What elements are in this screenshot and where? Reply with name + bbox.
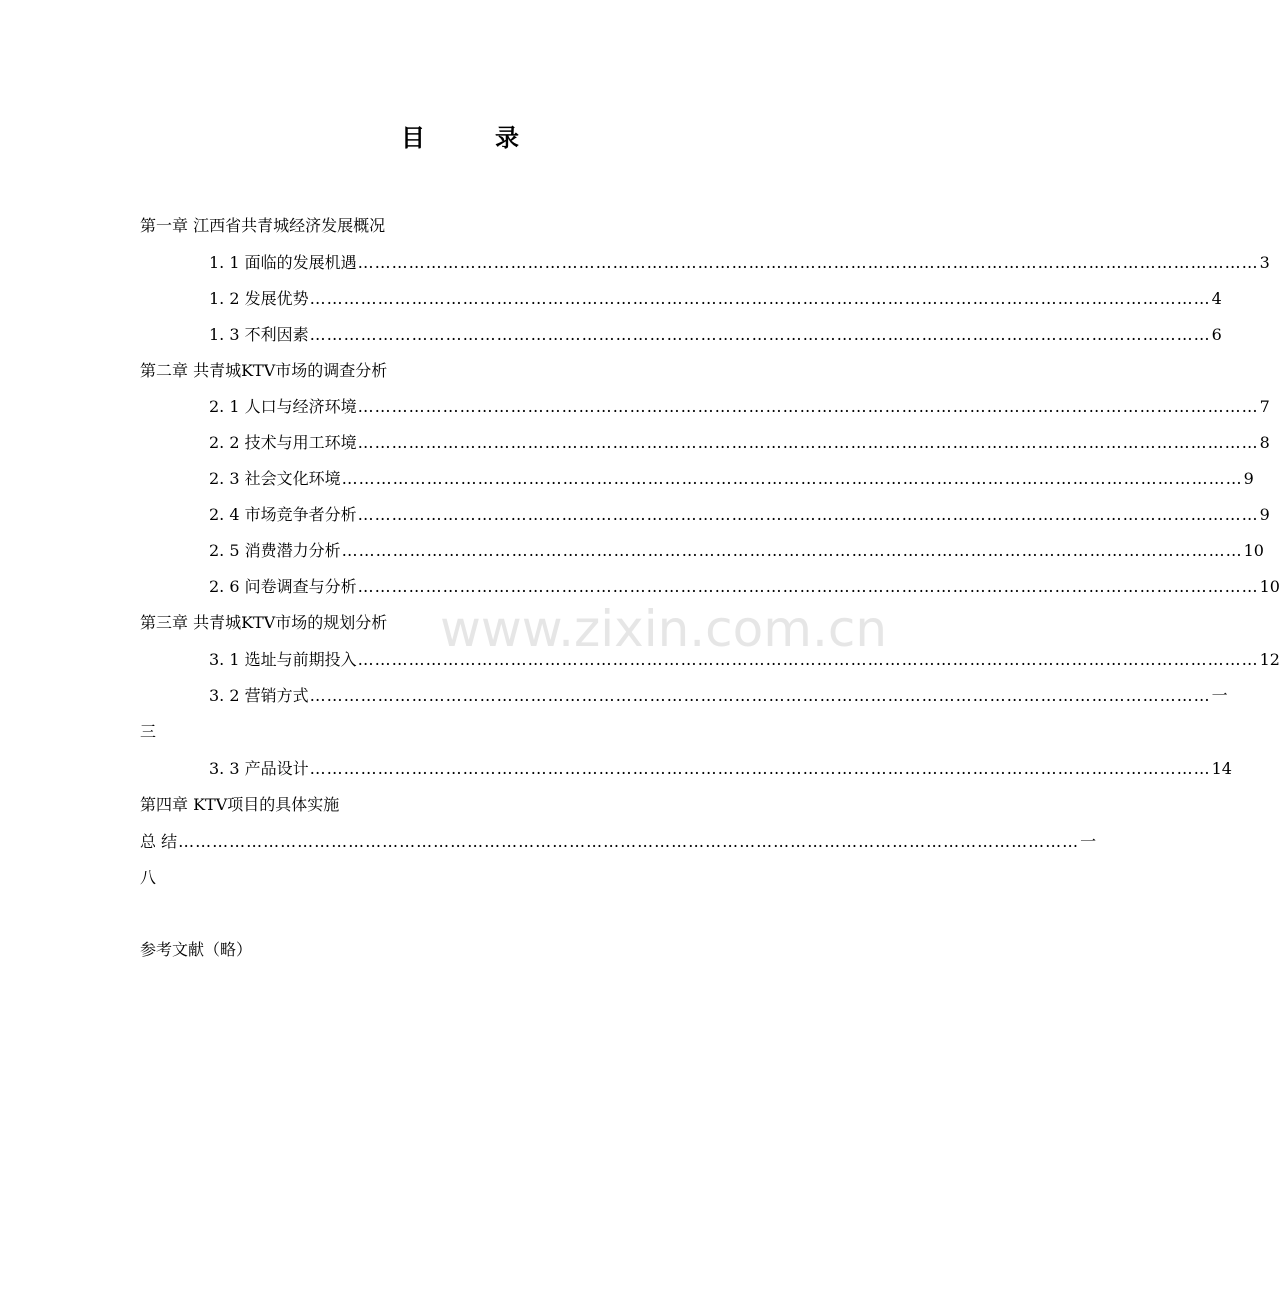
leader-dots: …………………………………………………………………………………………………………………………………………… bbox=[357, 650, 1259, 669]
toc-entry[interactable] bbox=[209, 759, 1232, 779]
page-number-continuation: 三 bbox=[140, 722, 157, 741]
entry-label: 1. 2 发展优势 bbox=[209, 289, 309, 308]
entry-label: 2. 5 消费潜力分析 bbox=[209, 541, 341, 560]
toc-entry[interactable] bbox=[209, 686, 1228, 706]
toc-entry[interactable] bbox=[209, 253, 1270, 273]
entry-label: 1. 1 面临的发展机遇 bbox=[209, 253, 357, 272]
toc-title bbox=[0, 118, 920, 153]
entry-label: 2. 3 社会文化环境 bbox=[209, 469, 341, 488]
entry-page: 6 bbox=[1211, 325, 1222, 344]
toc-entry[interactable] bbox=[209, 433, 1270, 453]
entry-label: 总 结 bbox=[140, 832, 178, 851]
leader-dots: …………………………………………………………………………………………………………………………………………… bbox=[357, 433, 1259, 452]
entry-page: 4 bbox=[1211, 289, 1222, 308]
leader-dots: …………………………………………………………………………………………………………………………………………… bbox=[309, 759, 1211, 778]
entry-page: 12 bbox=[1259, 650, 1280, 669]
entry-label: 3. 1 选址与前期投入 bbox=[209, 650, 357, 669]
page-number-continuation: 八 bbox=[140, 868, 157, 887]
entry-page: 8 bbox=[1259, 433, 1270, 452]
toc-entry[interactable] bbox=[209, 397, 1270, 417]
watermark: www.zixin.com.cn bbox=[440, 600, 888, 658]
toc-entry[interactable] bbox=[209, 577, 1280, 597]
chapter-3-heading: 第三章 共青城KTV市场的规划分析 bbox=[140, 613, 388, 632]
leader-dots: …………………………………………………………………………………………………………………………………………… bbox=[357, 397, 1259, 416]
title-char-1: 目 bbox=[401, 123, 425, 152]
chapter-4-heading: 第四章 KTV项目的具体实施 bbox=[140, 795, 340, 814]
entry-label: 2. 6 问卷调查与分析 bbox=[209, 577, 357, 596]
leader-dots: …………………………………………………………………………………………………………………………………………… bbox=[341, 541, 1243, 560]
entry-label: 3. 2 营销方式 bbox=[209, 686, 309, 705]
toc-entry[interactable] bbox=[209, 650, 1280, 670]
leader-dots: …………………………………………………………………………………………………………………………………………… bbox=[341, 469, 1243, 488]
toc-entry[interactable] bbox=[209, 469, 1254, 489]
leader-dots: …………………………………………………………………………………………………………………………………………… bbox=[357, 253, 1259, 272]
entry-page: 10 bbox=[1259, 577, 1280, 596]
leader-dots: …………………………………………………………………………………………………………………………………………… bbox=[309, 289, 1211, 308]
entry-label: 1. 3 不利因素 bbox=[209, 325, 309, 344]
leader-dots: …………………………………………………………………………………………………………………………………………… bbox=[178, 832, 1080, 851]
entry-label: 3. 3 产品设计 bbox=[209, 759, 309, 778]
leader-dots: …………………………………………………………………………………………………………………………………………… bbox=[309, 686, 1211, 705]
entry-page: 一 bbox=[1211, 686, 1228, 705]
entry-page: 一 bbox=[1080, 832, 1097, 851]
leader-dots: …………………………………………………………………………………………………………………………………………… bbox=[357, 577, 1259, 596]
entry-label: 2. 1 人口与经济环境 bbox=[209, 397, 357, 416]
toc-entry-summary[interactable] bbox=[140, 832, 1097, 852]
toc-entry[interactable] bbox=[209, 325, 1222, 345]
entry-page: 9 bbox=[1243, 469, 1254, 488]
entry-page: 3 bbox=[1259, 253, 1270, 272]
entry-label: 2. 2 技术与用工环境 bbox=[209, 433, 357, 452]
leader-dots: …………………………………………………………………………………………………………………………………………… bbox=[357, 505, 1259, 524]
entry-page: 10 bbox=[1243, 541, 1264, 560]
chapter-2-heading: 第二章 共青城KTV市场的调查分析 bbox=[140, 361, 388, 380]
entry-page: 9 bbox=[1259, 505, 1270, 524]
title-char-2: 录 bbox=[495, 123, 519, 152]
entry-label: 2. 4 市场竞争者分析 bbox=[209, 505, 357, 524]
leader-dots: …………………………………………………………………………………………………………………………………………… bbox=[309, 325, 1211, 344]
toc-entry[interactable] bbox=[209, 505, 1270, 525]
entry-page: 7 bbox=[1259, 397, 1270, 416]
toc-entry[interactable] bbox=[209, 541, 1264, 561]
chapter-1-heading: 第一章 江西省共青城经济发展概况 bbox=[140, 216, 386, 235]
toc-entry[interactable] bbox=[209, 289, 1222, 309]
entry-page: 14 bbox=[1211, 759, 1232, 778]
references-heading: 参考文献（略） bbox=[140, 940, 253, 959]
